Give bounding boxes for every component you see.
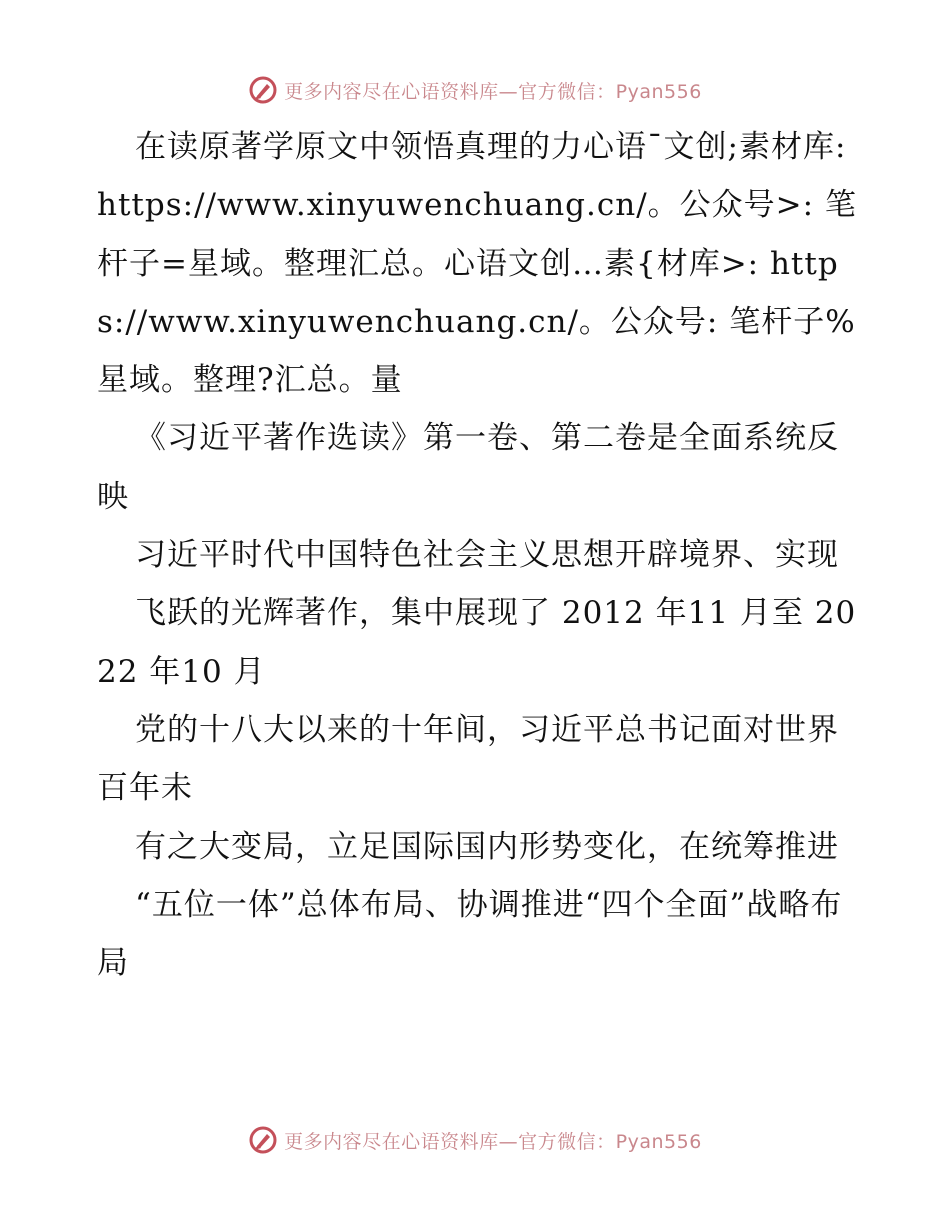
watermark-text: 更多内容尽在心语资料库—官方微信：Pyan556: [284, 80, 702, 103]
watermark-text: 更多内容尽在心语资料库—官方微信：Pyan556: [284, 1130, 702, 1153]
footer-watermark: [0, 1122, 950, 1158]
paragraph: 在读原著学原文中领悟真理的力心语¯文创;素材库: https://www.xinyuwenchuang.cn/。公众号>: 笔杆子=星域。整理汇总。心语文创…素{材库>: https://www.xinyuwenchuang.cn/。公众号: 笔杆子%星域。整理?汇总。量: [97, 129, 858, 399]
paragraph: 飞跃的光辉著作，集中展现了 2012 年11 月至 2022 年10 月: [97, 595, 857, 690]
paragraph: 有之大变局，立足国际国内形势变化，在统筹推进: [135, 828, 839, 865]
pen-logo-icon: [248, 1125, 278, 1155]
paragraph: “五位一体”总体布局、协调推进“四个全面”战略布局: [97, 886, 843, 982]
pen-logo-icon: [248, 75, 278, 105]
paragraph: 党的十八大以来的十年间，习近平总书记面对世界百年未: [97, 711, 839, 807]
paragraph: 《习近平著作选读》第一卷、第二卷是全面系统反映: [97, 420, 839, 515]
paragraph: 习近平时代中国特色社会主义思想开辟境界、实现: [135, 537, 839, 574]
header-watermark: [0, 72, 950, 108]
document-body: [97, 118, 857, 992]
